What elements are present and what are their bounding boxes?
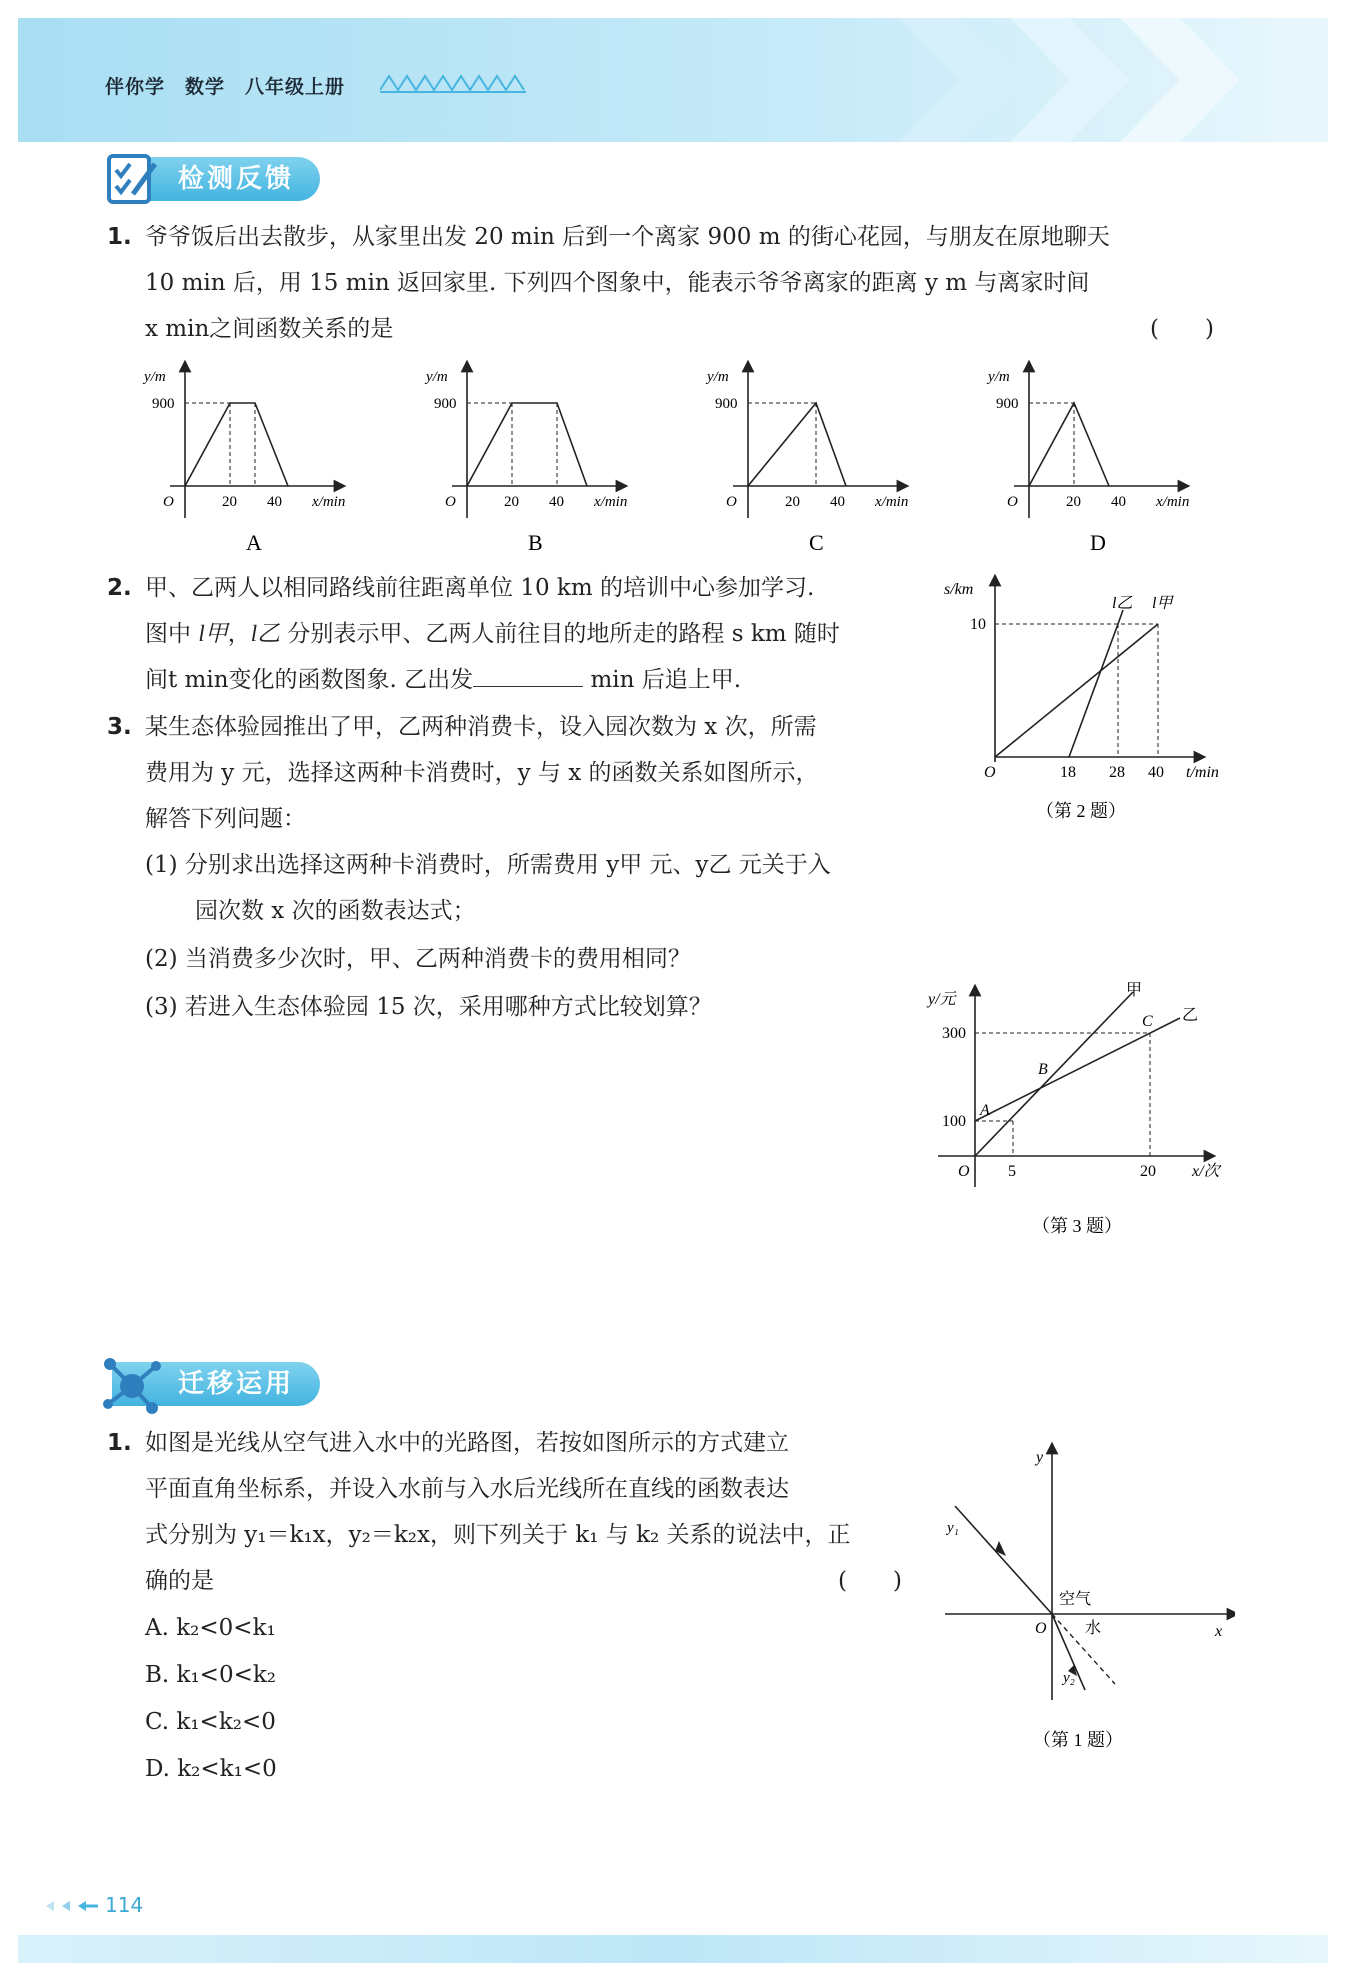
q1-line2: 10 min 后，用 15 min 返回家里. 下列四个图象中，能表示爷爷离家的距离 y m 与离家时间 [145,270,1090,296]
graph-a-xtick-20: 20 [222,494,237,510]
q2-xtick-18: 18 [1060,764,1076,781]
graph-c-origin: O [726,494,737,510]
page-arrows-icon [40,1898,102,1914]
q1-answer-paren: ( ) [1150,316,1214,342]
q2-ytick: 10 [970,616,986,633]
q2-xlabel: t/min [1186,764,1219,781]
graph-b-xtick-20: 20 [504,494,519,510]
q2-number: 2. [107,575,132,601]
t1-option-d[interactable]: D. k₂<k₁<0 [145,1756,277,1782]
section-title-feedback: 检测反馈 [112,157,320,201]
q3-sub1b: 园次数 x 次的函数表达式； [195,898,476,924]
q3-ytick-100: 100 [942,1113,966,1130]
t1-ylabel: y [1036,1449,1044,1466]
q3-number: 3. [107,714,132,740]
q3-xlabel: x/次 [1192,1163,1220,1180]
q2-line-label-jia: l甲 [1152,595,1173,612]
q3-line3: 解答下列问题： [145,806,306,832]
q1-line3: x min之间函数关系的是 [145,316,394,342]
graph-d-xtick-40: 40 [1111,494,1126,510]
t1-option-b[interactable]: B. k₁<0<k₂ [145,1662,277,1688]
graph-d-origin: O [1007,494,1018,510]
q2-caption: （第 2 题） [1036,801,1126,821]
graph-c-xtick-20: 20 [785,494,800,510]
q3-sub1a: (1) 分别求出选择这两种卡消费时，所需费用 y甲 元、y乙 元关于入 [145,852,831,878]
footer-band [18,1935,1328,1963]
graph-c-ylabel: y/m [707,369,729,385]
graph-d-label: D [1090,530,1106,555]
q1-graphs [130,358,1240,558]
graph-d-xtick-20: 20 [1066,494,1081,510]
graph-a-xlabel: x/min [312,494,346,510]
q2-answer-blank[interactable] [473,662,583,687]
t1-line3: 式分别为 y₁＝k₁x，y₂＝k₂x，则下列关于 k₁ 与 k₂ 关系的说法中，正 [145,1522,851,1548]
q3-sub2: (2) 当消费多少次时，甲、乙两种消费卡的费用相同？ [145,946,691,972]
q3-point-c: C [1142,1013,1153,1030]
checklist-icon [103,150,163,208]
graph-c-xlabel: x/min [875,494,909,510]
graph-c-xtick-40: 40 [830,494,845,510]
q3-line-label-yi: 乙 [1182,1007,1199,1024]
q3-xtick-5: 5 [1008,1163,1016,1180]
q2-line2: 图中 l甲，l乙 分别表示甲、乙两人前往目的地所走的路程 s km 随时 [145,621,840,647]
q2-xtick-28: 28 [1109,764,1125,781]
graph-b-ylabel: y/m [426,369,448,385]
t1-number: 1. [107,1430,132,1456]
q3-ytick-300: 300 [942,1025,966,1042]
graph-d-ytick: 900 [996,396,1019,412]
graph-c-label: C [809,530,824,555]
section-title-transfer: 迁移运用 [112,1362,320,1406]
molecule-icon [100,1352,164,1416]
t1-caption: （第 1 题） [1033,1730,1123,1750]
t1-label-y2: y₂ [1063,1670,1075,1686]
graph-c [705,366,908,555]
t1-xlabel: x [1215,1623,1223,1640]
t1-answer-paren: ( ) [838,1568,902,1594]
t1-option-a[interactable]: A. k₂<0<k₁ [145,1615,276,1641]
t1-label-air: 空气 [1059,1591,1092,1608]
graph-c-ytick: 900 [715,396,738,412]
graph-a-label: A [246,530,262,555]
t1-line4: 确的是 [145,1568,214,1594]
graph-d-xlabel: x/min [1156,494,1190,510]
q3-line1: 某生态体验园推出了甲，乙两种消费卡，设入园次数为 x 次，所需 [145,714,817,740]
q3-ylabel: y/元 [928,991,956,1008]
t1-origin: O [1035,1620,1047,1637]
graph-a-ylabel: y/m [144,369,166,385]
graph-b-label: B [528,530,543,555]
t1-line2: 平面直角坐标系，并设入水前与入水后光线所在直线的函数表达 [145,1476,789,1502]
q2-line-label-yi: l乙 [1112,595,1133,612]
q3-point-a: A [980,1102,990,1119]
q2-line1: 甲、乙两人以相同路线前往距离单位 10 km 的培训中心参加学习. [145,575,815,601]
graph-b-ytick: 900 [434,396,457,412]
q1-number: 1. [107,224,132,250]
q2-figure [940,572,1240,822]
q3-caption: （第 3 题） [1032,1216,1122,1236]
q3-sub3: (3) 若进入生态体验园 15 次，采用哪种方式比较划算？ [145,994,712,1020]
graph-a [142,366,345,555]
graph-a-ytick: 900 [152,396,175,412]
q2-origin: O [984,764,996,781]
q3-line2: 费用为 y 元，选择这两种卡消费时，y 与 x 的函数关系如图所示， [145,760,819,786]
graph-b-xlabel: x/min [594,494,628,510]
q3-xtick-20: 20 [1140,1163,1156,1180]
graph-b-origin: O [445,494,456,510]
q3-line-label-jia: 甲 [1126,982,1143,999]
graph-a-origin: O [163,494,174,510]
t1-option-c[interactable]: C. k₁<k₂<0 [145,1709,276,1735]
graph-d [986,366,1189,555]
q2-line3: 间t min变化的函数图象. 乙出发 min 后追上甲. [145,657,741,703]
book-title: 伴你学 数学 八年级上册 [105,76,346,98]
graph-b-xtick-40: 40 [549,494,564,510]
graph-d-ylabel: y/m [988,369,1010,385]
q2-xtick-40: 40 [1148,764,1164,781]
t1-label-y1: y₁ [947,1520,959,1536]
graph-a-xtick-40: 40 [267,494,282,510]
q2-ylabel: s/km [944,581,974,598]
q3-origin: O [958,1163,970,1180]
header-zigzag [380,72,530,94]
q3-figure [920,982,1240,1248]
t1-label-water: 水 [1085,1620,1102,1637]
q3-point-b: B [1038,1061,1048,1078]
q1-line1: 爷爷饭后出去散步，从家里出发 20 min 后到一个离家 900 m 的街心花园，与朋友在原地聊天 [145,224,1110,250]
graph-b [424,366,627,555]
t1-line1: 如图是光线从空气进入水中的光路图，若按如图所示的方式建立 [145,1430,789,1456]
header-chevrons [900,18,1330,142]
t1-figure [935,1440,1235,1760]
page-number: 114 [105,1893,144,1917]
